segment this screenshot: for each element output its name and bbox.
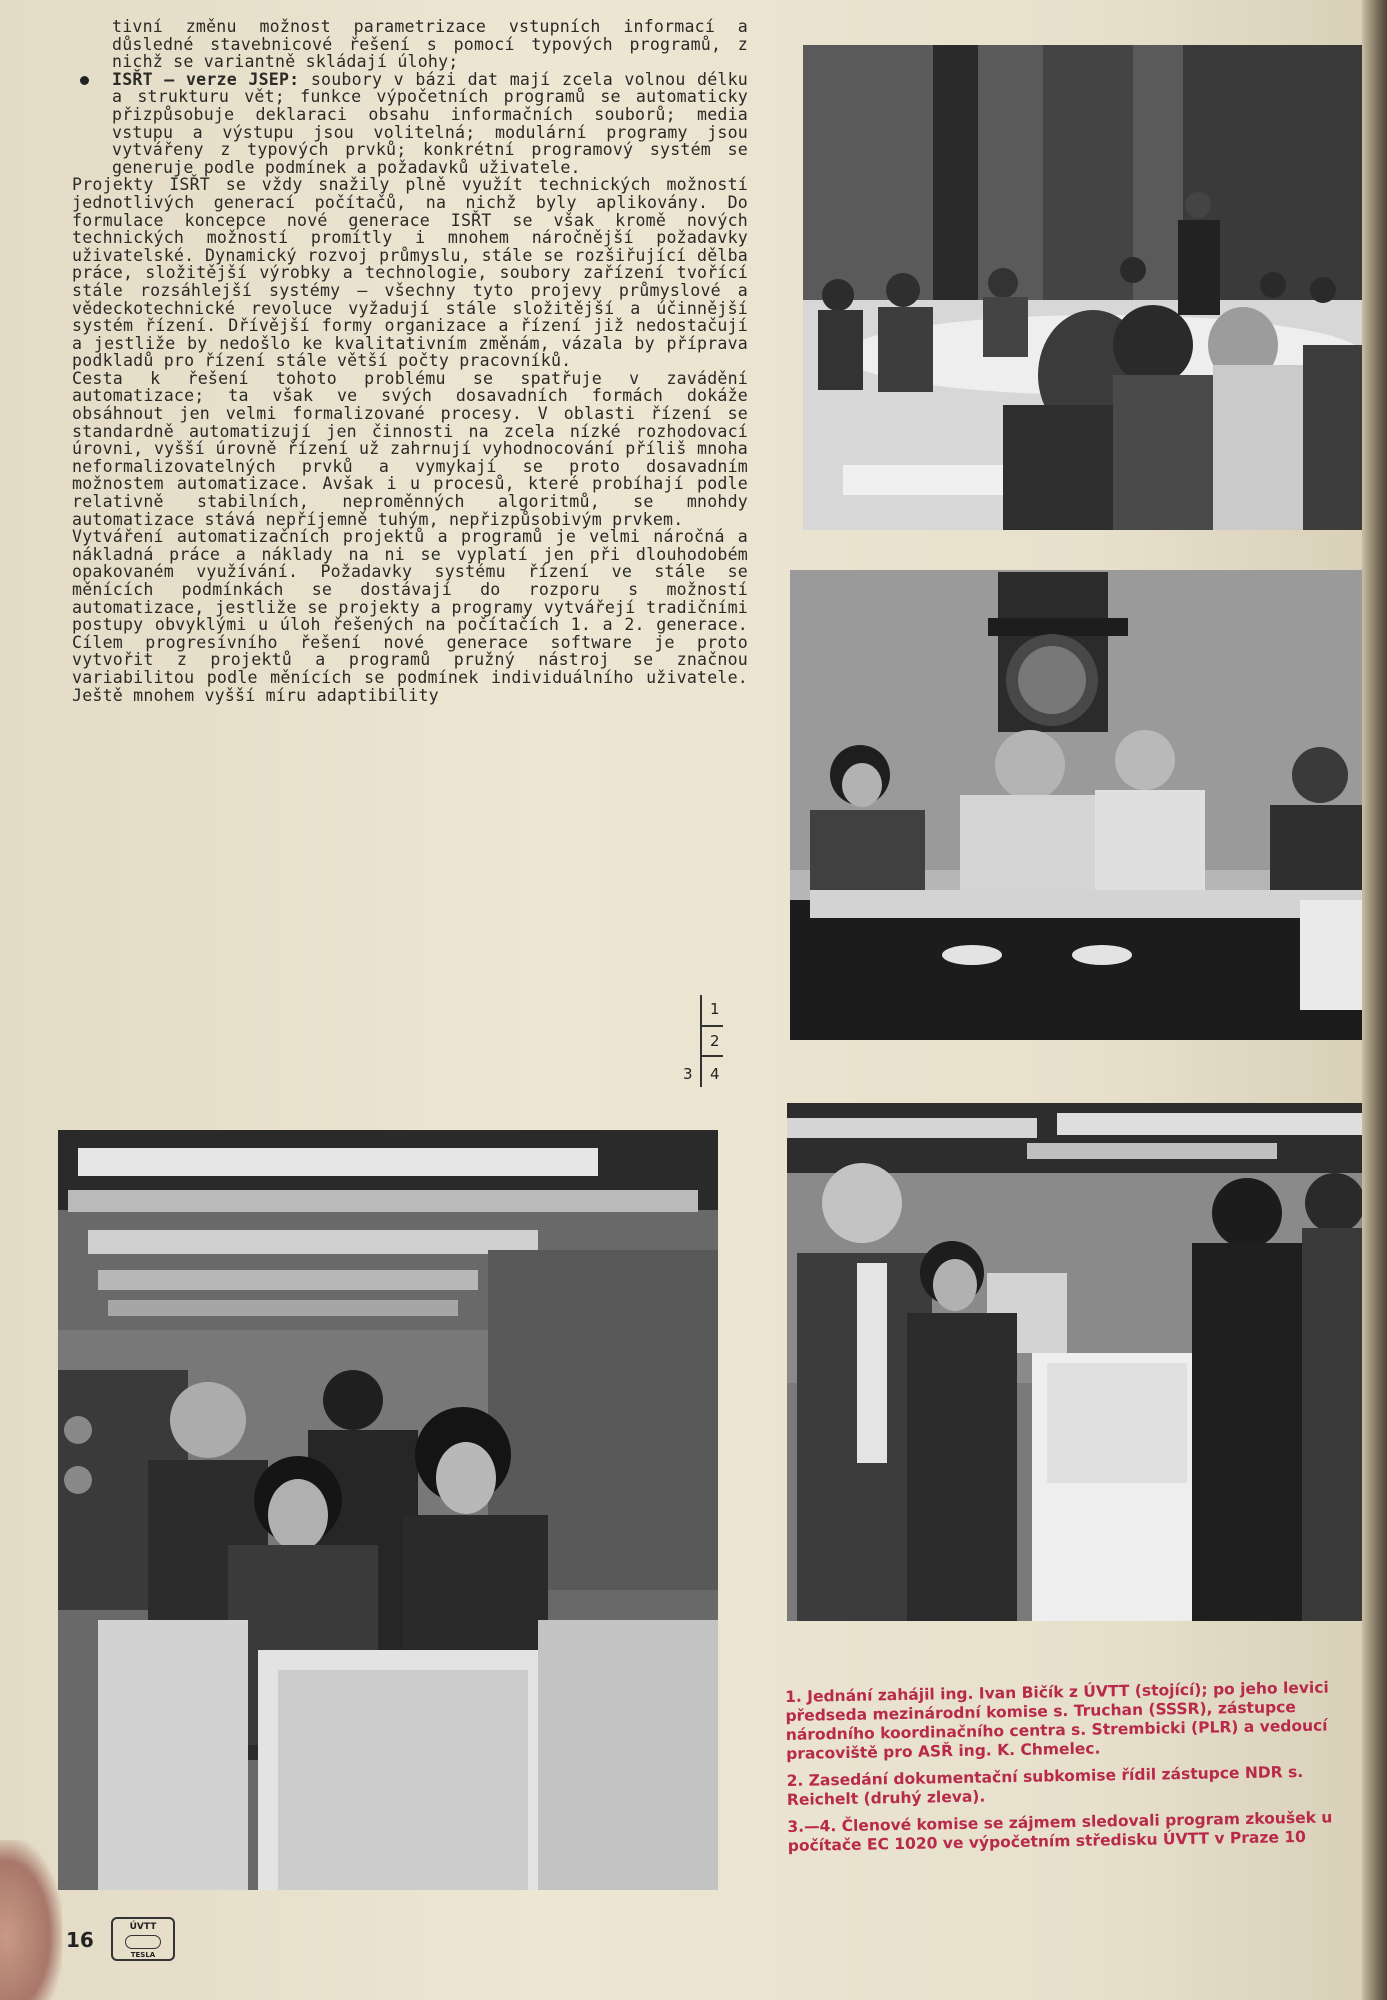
photo-captions <box>785 1678 1368 1864</box>
photo-2-subcommission <box>790 570 1370 1040</box>
caption-1: 1. Jednání zahájil ing. Ivan Bičík z ÚVTT (stojící); po jeho levici předseda mezinárodní komise s. Truchan (SSSR), zástupce národního koordinačního centra s. Strembicki (PLR) a vedoucí pracoviště pro ASŘ ing. K. Chmelec. <box>785 1678 1329 1763</box>
key-divider-vertical <box>700 995 702 1087</box>
page-edge <box>1362 0 1387 2000</box>
key-divider-horizontal <box>701 1025 723 1027</box>
paragraph-2: Projekty ISŘT se vždy snažily plně využít technických možností jednotlivých generací počítačů, na nichž byly aplikovány. Do formulace koncepce nové generace ISŘT se však kromě nových technických možností promítly i mnohem náročnější požadavky uživatelské. Dynamický rozvoj průmyslu, stále se rozšiřující dělba práce, složitější výrobky a technologie, soubory zařízení tvořící stále rozsáhlejší systémy — všechny tyto projevy průmyslové a vědeckotechnické revoluce vyžadují stále složitější a účinnější systém řízení. Dřívější formy organizace a řízení již nedostačují a jestliže by nedošlo ke kvalitativním změnám, vázala by příprava podkladů pro řízení stále větší počty pracovníků. <box>72 175 748 371</box>
uvtt-logo <box>111 1917 175 1961</box>
key-number-3: 3 <box>683 1065 693 1083</box>
logo-text-top: ÚVTT <box>129 1922 157 1932</box>
key-number-1: 1 <box>710 1000 720 1018</box>
bullet-dot-icon <box>80 76 89 85</box>
paragraph-3: Cesta k řešení tohoto problému se spatřuje v zavádění automatizace; ta však ve svých dosavadních formách dokáže obsáhnout jen velmi formalizované procesy. V oblasti řízení se standardně automatizují jen činnosti na zcela nízké rozhodovací úrovni, vyšší úrovně řízení už zahrnují vyhodnocování příliš mnoha neformalizovatelných prvků a vymykají se proto dosavadním možnostem automatizace. Avšak i u procesů, které probíhají podle relativně stabilních, neproměnných algoritmů, se mnohdy automatizace stává nepříjemně tuhým, nepřizpůsobivým prvkem. <box>72 368 748 529</box>
thumb-shadow <box>0 1840 62 2000</box>
caption-3-4: 3.—4. Členové komise se zájmem sledovali program zkoušek u počítače EC 1020 ve výpočetním středisku ÚVTT v Praze 10 <box>787 1808 1333 1855</box>
logo-ring-icon <box>125 1935 161 1949</box>
caption-2: 2. Zasedání dokumentační subkomise řídil zástupce NDR s. Reichelt (druhý zleva). <box>786 1762 1304 1809</box>
photo-number-key <box>680 995 730 1090</box>
photo-4-printer-room <box>787 1103 1370 1621</box>
bullet-label: ISŘT — verze JSEP: <box>112 69 300 89</box>
photo-3-computer-center <box>58 1130 718 1890</box>
bullet-item-isrt-jsep <box>72 71 748 177</box>
key-number-4: 4 <box>710 1065 720 1083</box>
article-body <box>72 18 748 704</box>
logo-text-bottom: TESLA <box>130 1951 156 1959</box>
photo-1-meeting <box>803 45 1378 530</box>
paragraph-4: Vytváření automatizačních projektů a programů je velmi náročná a nákladná práce a náklady na ni se vyplatí jen při dlouhodobém opakovaném využívání. Požadavky systému řízení ve stále se měnících podmínkách se dostávají do rozporu s možností automatizace, jestliže se projekty a programy vytvářejí tradičními postupy obvyklými u úloh řešených na počítačích 1. a 2. generace. Cílem progresívního řešení nové generace software je proto vytvořit z projektů a programů pružný nástroj se značnou variabilitou podle měnících se podmínek individuálního uživatele. Ještě mnohem vyšší míru adaptibility <box>72 527 748 705</box>
paragraph-continued: tivní změnu možnost parametrizace vstupních informací a důsledné stavebnicové řešení s pomocí typových programů, z nichž se variantně skládají úlohy; <box>112 17 748 72</box>
key-divider-horizontal <box>701 1055 723 1057</box>
bullet-text: soubory v bázi dat mají zcela volnou délku a strukturu vět; funkce výpočetních programů se automaticky přizpůsobuje deklaraci obsahu informačních souborů; media vstupu a výstupu jsou volitelná; modulární programy jsou vytvářeny z typových prvků; konkrétní programový systém se generuje podle podmínek a požadavků uživatele. <box>112 69 748 177</box>
page-number: 16 <box>66 1928 94 1952</box>
key-number-2: 2 <box>710 1032 720 1050</box>
